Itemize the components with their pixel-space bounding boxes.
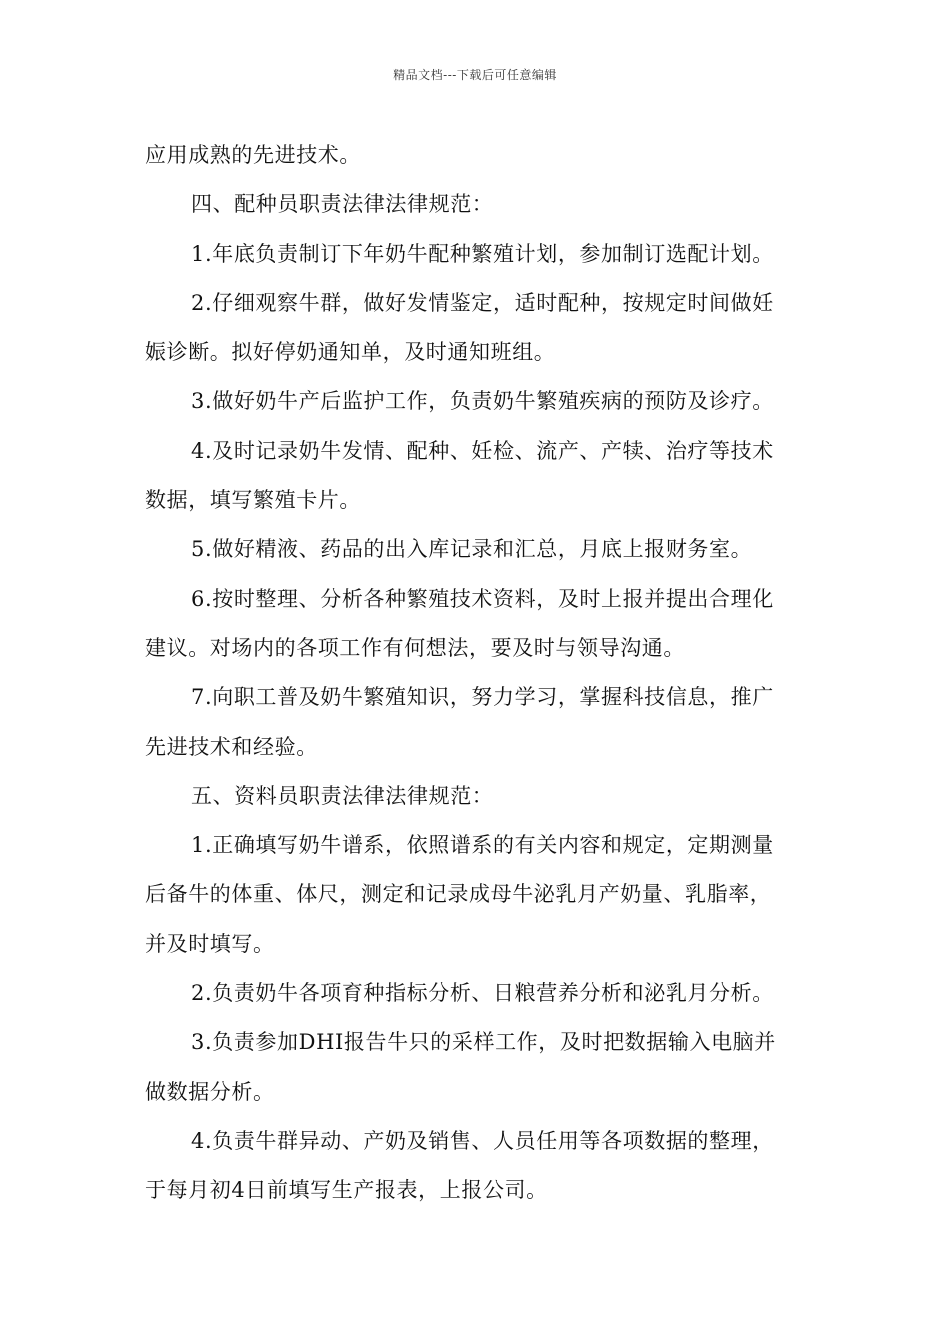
text-line: 娠诊断。拟好停奶通知单，及时通知班组。 <box>145 340 556 365</box>
text-line: 建议。对场内的各项工作有何想法，要及时与领导沟通。 <box>145 635 685 660</box>
paragraph <box>145 180 815 229</box>
paragraph <box>145 525 815 574</box>
text-line: 1.正确填写奶牛谱系，依照谱系的有关内容和规定，定期测量 <box>191 833 774 858</box>
paragraph <box>145 131 815 180</box>
paragraph <box>145 772 815 821</box>
text-line: 2.负责奶牛各项育种指标分析、日粮营养分析和泌乳月分析。 <box>191 981 774 1006</box>
text-line: 3.做好奶牛产后监护工作，负责奶牛繁殖疾病的预防及诊疗。 <box>191 389 774 414</box>
text-line: 先进技术和经验。 <box>145 734 318 759</box>
text-line: 6.按时整理、分析各种繁殖技术资料，及时上报并提出合理化 <box>191 586 774 611</box>
text-line: 做数据分析。 <box>145 1079 275 1104</box>
text-line: 应用成熟的先进技术。 <box>145 143 361 167</box>
text-line: 后备牛的体重、体尺，测定和记录成母牛泌乳月产奶量、乳脂率， <box>145 882 772 907</box>
paragraph <box>145 230 815 279</box>
text-line: 1.年底负责制订下年奶牛配种繁殖计划，参加制订选配计划。 <box>191 241 774 266</box>
page-header: 精品文档---下载后可任意编辑 <box>393 68 557 82</box>
paragraph <box>145 673 815 772</box>
text-line: 5.做好精液、药品的出入库记录和汇总，月底上报财务室。 <box>191 537 753 562</box>
text-line: 3.负责参加DHI报告牛只的采样工作，及时把数据输入电脑并 <box>191 1030 776 1055</box>
paragraph <box>145 377 815 426</box>
text-line: 7.向职工普及奶牛繁殖知识，努力学习，掌握科技信息，推广 <box>191 685 774 710</box>
document-body <box>145 131 815 1216</box>
text-line: 数据，填写繁殖卡片。 <box>145 488 361 513</box>
text-line: 4.及时记录奶牛发情、配种、妊检、流产、产犊、治疗等技术 <box>191 438 774 463</box>
paragraph <box>145 821 815 969</box>
text-line: 四、配种员职责法律法律规范： <box>191 192 494 217</box>
paragraph <box>145 575 815 674</box>
paragraph <box>145 279 815 378</box>
text-line: 并及时填写。 <box>145 931 275 956</box>
text-line: 4.负责牛群异动、产奶及销售、人员任用等各项数据的整理， <box>191 1128 774 1153</box>
paragraph <box>145 427 815 526</box>
text-line: 于每月初4日前填写生产报表，上报公司。 <box>145 1178 548 1203</box>
paragraph <box>145 1018 815 1117</box>
text-line: 2.仔细观察牛群，做好发情鉴定，适时配种，按规定时间做妊 <box>191 290 774 315</box>
paragraph <box>145 969 815 1018</box>
text-line: 五、资料员职责法律法律规范： <box>191 783 494 808</box>
paragraph <box>145 1117 815 1216</box>
